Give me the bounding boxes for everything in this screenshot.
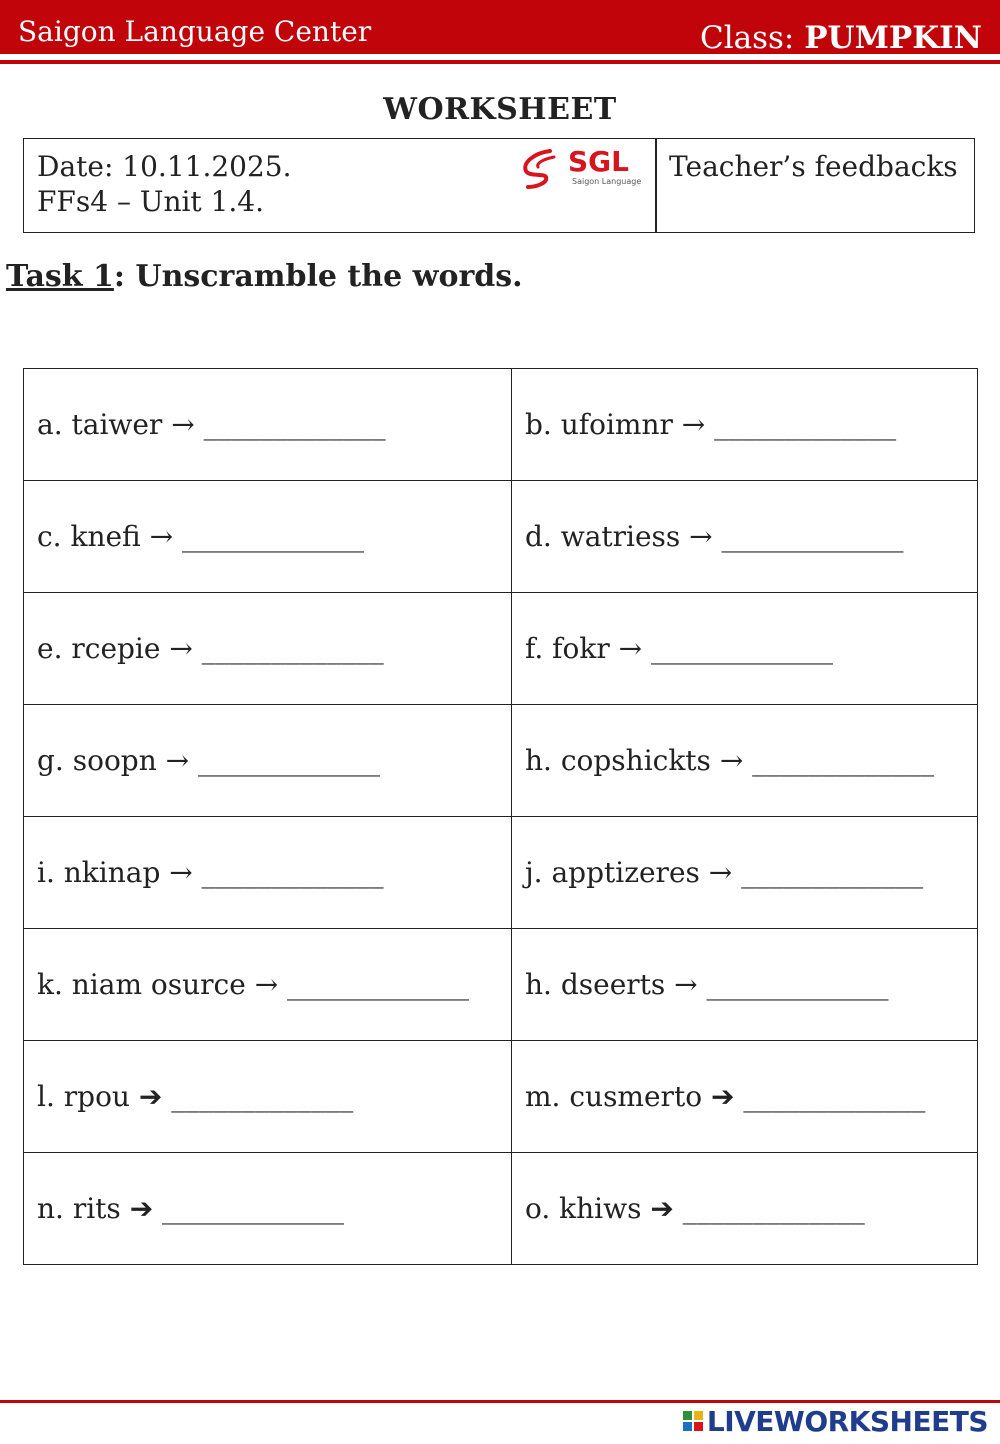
sgl-swoosh-icon — [520, 147, 568, 191]
table-row — [24, 705, 978, 817]
word-cell[interactable]: h. dseerts → _____________ — [512, 929, 978, 1041]
word-cell[interactable]: g. soopn → _____________ — [24, 705, 512, 817]
table-row — [24, 593, 978, 705]
liveworksheets-brand: LIVEWORKSHEETS — [706, 1404, 988, 1438]
logo-subtitle: Saigon Language — [572, 177, 642, 186]
task-heading — [6, 258, 523, 296]
logo-text: SGL — [568, 145, 629, 178]
word-cell[interactable]: d. watriess → _____________ — [512, 481, 978, 593]
word-cell[interactable]: e. rcepie → _____________ — [24, 593, 512, 705]
header-bar — [0, 0, 1000, 54]
page-title: WORKSHEET — [383, 92, 617, 127]
info-divider — [655, 139, 657, 232]
word-cell[interactable]: a. taiwer → _____________ — [24, 369, 512, 481]
word-cell[interactable]: i. nkinap → _____________ — [24, 817, 512, 929]
word-cell[interactable]: h. copshickts → _____________ — [512, 705, 978, 817]
word-cell[interactable]: j. apptizeres → _____________ — [512, 817, 978, 929]
word-cell[interactable]: o. khiws ➔ _____________ — [512, 1153, 978, 1265]
word-cell[interactable]: n. rits ➔ _____________ — [24, 1153, 512, 1265]
date-text: Date: 10.11.2025. — [37, 150, 292, 183]
task-number: Task 1 — [6, 259, 114, 294]
word-table — [23, 368, 978, 1265]
info-box — [23, 138, 975, 233]
word-cell[interactable]: l. rpou ➔ _____________ — [24, 1041, 512, 1153]
school-name: Saigon Language Center — [18, 15, 372, 48]
class-name: PUMPKIN — [804, 20, 982, 56]
footer-divider — [0, 1400, 1000, 1403]
table-row — [24, 929, 978, 1041]
liveworksheets-icon — [683, 1411, 703, 1431]
table-row — [24, 1153, 978, 1265]
word-cell[interactable]: m. cusmerto ➔ _____________ — [512, 1041, 978, 1153]
table-row — [24, 481, 978, 593]
class-label: Class: — [699, 20, 795, 56]
sgl-logo — [520, 147, 646, 191]
table-row — [24, 817, 978, 929]
task-instruction: : Unscramble the words. — [113, 259, 523, 294]
feedback-label: Teacher’s feedbacks — [669, 150, 958, 183]
liveworksheets-logo[interactable] — [683, 1405, 988, 1437]
class-info — [700, 20, 982, 56]
header-divider — [0, 60, 1000, 64]
unit-text: FFs4 – Unit 1.4. — [37, 185, 265, 218]
word-cell[interactable]: f. fokr → _____________ — [512, 593, 978, 705]
word-cell[interactable]: c. knefi → _____________ — [24, 481, 512, 593]
word-cell[interactable]: k. niam osurce → _____________ — [24, 929, 512, 1041]
table-row — [24, 1041, 978, 1153]
table-row — [24, 369, 978, 481]
word-cell[interactable]: b. ufoimnr → _____________ — [512, 369, 978, 481]
